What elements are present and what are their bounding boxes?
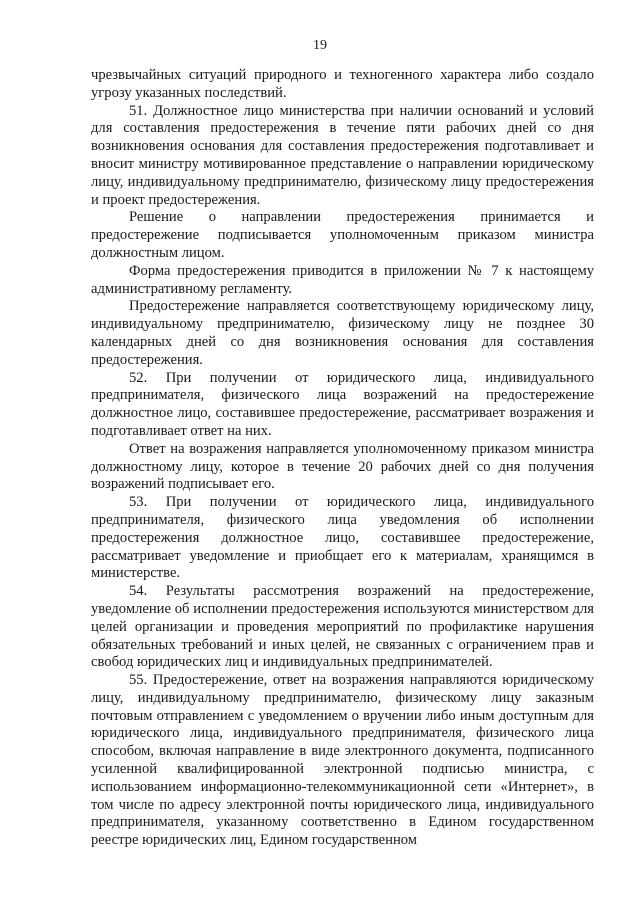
paragraph-response: Ответ на возражения направляется уполномоченному приказом министра должностному лицу, которое в течение 20 рабочих дней со дня получения возражений подписывает его. bbox=[91, 440, 594, 493]
page-number: 19 bbox=[313, 38, 327, 53]
paragraph-decision: Решение о направлении предостережения принимается и предостережение подписывается уполномоченным приказом министра должностным лицом. bbox=[91, 209, 594, 261]
paragraph-51: 51. Должностное лицо министерства при наличии оснований и условий для составления предостережения в течение пяти рабочих дней со дня возникновения основания для составления предостережения подготавливает и вносит министру мотивированное представление о направлении юридическому лицу, индивидуальному предпринимателю, физическому лицу предостережения и проект предостережения. bbox=[91, 102, 594, 208]
paragraph-52: 52. При получении от юридического лица, индивидуального предпринимателя, физического лица возражений на предостережение должностное лицо, составившее предостережение, рассматривает возражения и подготавливает ответ на них. bbox=[91, 369, 594, 439]
paragraph-53: 53. При получении от юридического лица, индивидуального предпринимателя, физического лица уведомления об исполнении предостережения должностное лицо, составившее предостережение, рассматривает уведомление и приобщает его к материалам, хранящимся в министерстве. bbox=[91, 494, 594, 582]
paragraph-continuation: чрезвычайных ситуаций природного и техногенного характера либо создало угрозу указанных последствий. bbox=[91, 67, 594, 101]
paragraph-form: Форма предостережения приводится в приложении № 7 к настоящему административному регламенту. bbox=[91, 262, 594, 297]
document-body bbox=[91, 67, 594, 850]
paragraph-sending: Предостережение направляется соответствующему юридическому лицу, индивидуальному предпринимателю, физическому лицу не позднее 30 календарных дней со дня возникновения основания для составления предостережения. bbox=[91, 298, 594, 368]
paragraph-54: 54. Результаты рассмотрения возражений на предостережение, уведомление об исполнении предостережения используются министерством для целей организации и проведения мероприятий по профилактике нарушения обязательных требований и иных целей, не связанных с ограничением прав и свобод юридических лиц и индивидуальных предпринимателей. bbox=[91, 583, 594, 671]
paragraph-55: 55. Предостережение, ответ на возражения направляются юридическому лицу, индивидуальному предпринимателю, физическому лицу заказным почтовым отправлением с уведомлением о вручении либо иным доступным для юридического лица, индивидуального предпринимателя, физического лица способом, включая направление в виде электронного документа, подписанного усиленной квалифицированной электронной подписью министра, с использованием информационно-телекоммуникационной сети «Интернет», в том числе по адресу электронной почты юридического лица, индивидуального предпринимателя, указанному соответственно в Едином государственном реестре юридических лиц, Едином государственном bbox=[91, 672, 594, 849]
